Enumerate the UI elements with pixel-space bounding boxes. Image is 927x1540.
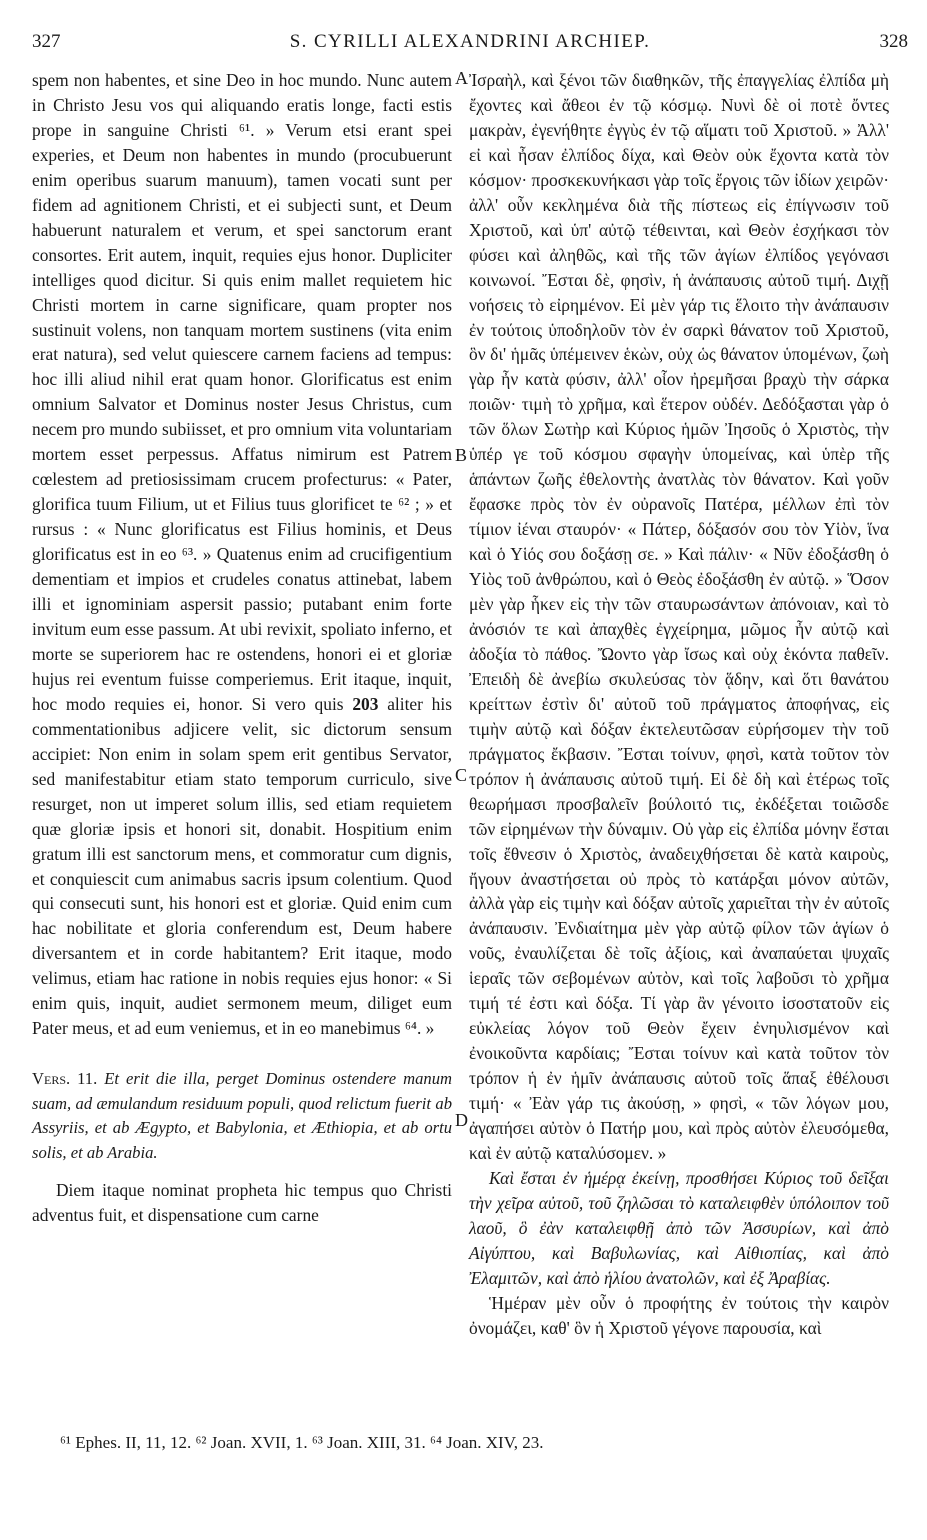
running-title: S. CYRILLI ALEXANDRINI ARCHIEP. bbox=[289, 31, 651, 52]
verse-text-greek: Καὶ ἔσται ἐν ἡμέρᾳ ἐκείνῃ, προσθήσει Κύριος τοῦ δεῖξαι τὴν χεῖρα αὐτοῦ, τοῦ ζηλῶσαι τὸ καταλειφθὲν ὑπόλοιπον τοῦ λαοῦ, ὃ ἐὰν καταλειφθῇ ἀπὸ τῶν Ἀσσυρίων, καὶ ἀπὸ Αἰγύπτου, καὶ Βαβυλωνίας, καὶ Αἰθιοπίας, καὶ ἀπὸ Ἐλαμιτῶν, καὶ ἀπὸ ἡλίου ἀνατολῶν, καὶ ἐξ Ἀραβίας. bbox=[469, 1167, 889, 1288]
footnotes: ⁶¹ Ephes. II, 11, 12. ⁶² Joan. XVII, 1. ⁶³ Joan. XIII, 31. ⁶⁴ Joan. XIV, 23. bbox=[60, 1433, 544, 1452]
verse-number: Vers. 11. bbox=[32, 1069, 98, 1089]
latin-after-verse: Diem itaque nominat propheta hic tempus quo Christi adventus fuit, et dispensatione cum carne bbox=[32, 1179, 452, 1225]
verse-text-latin: Et erit die illa, perget Dominus ostendere manum suam, ad æmulandum residuum populi, quod relictum fuerit ab Assyriis, et ab Ægypto, et Babylonia, et Æthiopia, et ab ortu solis, et ab Arabia. bbox=[32, 1069, 452, 1162]
running-header bbox=[32, 31, 908, 57]
right-column bbox=[469, 68, 889, 1341]
page-number-right: 328 bbox=[879, 31, 908, 52]
section-letter-c: C bbox=[455, 765, 468, 785]
latin-text-cont: aliter his commentationibus adjicere velit, sic dictorum sensum accipiet: Non enim in solam spem erit gentibus Servator, sed manifestabitur etiam stato temporum curriculo, sive resurget, non ut imperet solum illis, sed etiam requietem quæ gloriæ ipsis et honori sit, donabit. Hospitium enim gratum illi est sanctorum mens, et commoratur cum dignis, et conquiescit cum animabus sacris ipsum colentium. Quod qui consecuti sunt, his honori est et gloriæ. Quid enim cum hac nobilitate et gloria conferendum est, Deum habere diversantem et in corde habitantem? Erit itaque, modo velimus, etiam hac ratione in nobis requies ejus honor: « Si enim quis, inquit, audiet sermonem meum, diliget eum Pater meus, et ad eum veniemus, et in eo manebimus ⁶⁴. » bbox=[32, 693, 452, 1039]
latin-text: spem non habentes, et sine Deo in hoc mundo. Nunc autem in Christo Jesu vos qui aliquando eratis longe, facti estis prope in sanguine Christi ⁶¹. » Verum etsi erant spei experies, et Deum non habentes in mundo (procubuerunt enim operibus suarum manuum), tamen vocati sunt per fidem ad agnitionem Christi, et ei subjecti sunt, et Deum habuerunt naturalem et verum, et spei sanctorum erant consortes. Erit autem, inquit, requies ejus honor. Dupliciter intelliges quod dicitur. Si quis enim mallet requietem hic Christi mortem in carne significare, quam propter nos sustinuit volens, non tanquam mortem sustinens (vita enim erat natura), sed velut quiescere carnem faciens ad tempus: hoc illi aliud nihil erat quam honor. Glorificatus est enim omnium Salvator et Dominus noster Jesus Christus, cum necem pro mundo subiisset, et pro omnium vita voluntariam mortem esset perpessus. Affatus nimirum est Patrem cœlestem ad pretiosissimam crucem profecturus: « Pater, glorifica tuum Filium, ut et Filius tuus glorificet te ⁶² ; » et rursus : « Nunc glorificatus est Filius hominis, et Deus glorificatus est in eo ⁶³. » Quatenus enim ad crucifigentium dementiam et impios et crudeles conatus attinebat, labem illi et ignominiam aspersit passio; putabant enim forte invitum eum esse passum. At ubi revixit, spoliato inferno, et morte se superiorem hac re ostendens, honori ei et gloriæ hujus rei eventum fuisse comperiemus. Erit itaque, inquit, hoc modo requies ei, honor. Si vero quis bbox=[32, 70, 452, 714]
greek-after-verse: Ἡμέραν μὲν οὖν ὁ προφήτης ἐν τούτοις τὴν καιρὸν ὀνομάζει, καθ' ὃν ἡ Χριστοῦ γέγονε παρουσία, καὶ bbox=[469, 1292, 889, 1338]
section-letter-b: B bbox=[455, 445, 468, 465]
verse-heading bbox=[32, 1067, 452, 1165]
section-letter-a: A bbox=[455, 68, 468, 88]
section-letter-d: D bbox=[455, 1110, 468, 1130]
left-column bbox=[32, 68, 452, 1227]
greek-body: Ἰσραὴλ, καὶ ξένοι τῶν διαθηκῶν, τῆς ἐπαγγελίας ἐλπίδα μὴ ἔχοντες καὶ ἄθεοι ἐν τῷ κόσμῳ. Νυνὶ δὲ οἱ ποτὲ ὄντες μακρὰν, ἐγενήθητε ἐγγὺς ἐν τῷ αἵματι τοῦ Χριστοῦ. » Ἀλλ' εἰ καὶ ἦσαν ἐλπίδος δίχα, καὶ Θεὸν οὐκ ἔχοντα κατὰ τὸν κόσμον· προσκεκυνήκασι γὰρ τοῖς ἔργοις τῶν ἰδίων χειρῶν· ἀλλ' οὖν κεκλημένα διὰ τῆς πίστεως εἰς ἐπίγνωσιν τοῦ Χριστοῦ, καὶ ὑπ' αὐτῷ τέθεινται, καὶ Θεὸν ἐσχήκασι τὸν φύσει καὶ ἀληθῶς, καὶ τῆς τῶν ἁγίων ἐλπίδος γεγόνασι κοινωνοί. Ἔσται δὲ, φησὶν, ἡ ἀνάπαυσις αὐτοῦ τιμή. Διχῇ νοήσεις τὸ εἰρημένον. Εἰ μὲν γάρ τις ἕλοιτο τὴν ἀνάπαυσιν ἐν τούτοις ὑποδηλοῦν τὸν ἐν σαρκὶ θάνατον τοῦ Χριστοῦ, ὃν δι' ἡμᾶς ὑπέμεινεν ἑκὼν, οὐχ ὡς θάνατον ὑπομένων, ζωὴ γὰρ ἦν κατὰ φύσιν, ἀλλ' οἷον ἠρεμῆσαι βραχὺ τὴν σάρκα ποιῶν· τιμὴ τὸ χρῆμα, καὶ ἕτερον οὐδέν. Δεδόξασται γὰρ ὁ τῶν ὅλων Σωτὴρ καὶ Κύριος ἡμῶν Ἰησοῦς ὁ Χριστὸς, τὴν ὑπέρ γε τοῦ κόσμου σφαγὴν ὑπομείνας, καὶ ὑπὲρ τῆς ἁπάντων ζωῆς ἐθελοντὴς ἀνατλὰς τὸν θάνατον. Καὶ γοῦν ἔφασκε πρὸς τὸν ἐν οὐρανοῖς Πατέρα, μέλλων ἐπὶ τὸν τίμιον ἰέναι σταυρόν· « Πάτερ, δόξασόν σου τὸν Υἱὸν, ἵνα καὶ ὁ Υἱός σου δοξάσῃ σε. » Καὶ πάλιν· « Νῦν ἐδοξάσθη ὁ Υἱὸς τοῦ ἀνθρώπου, καὶ ὁ Θεὸς ἐδοξάσθη ἐν αὐτῷ. » Ὅσον μὲν γὰρ ἧκεν εἰς τὴν τῶν σταυρωσάντων ἀπόνοιαν, καὶ τὸ ἀνόσιόν τε καὶ ἀπαχθὲς ἐγχείρημα, μῶμος ἦν αὐτῷ καὶ ἀδοξία τὸ πάθος. Ὤοντο γὰρ ἴσως καὶ οὐχ ἑκόντα παθεῖν. Ἐπειδὴ δὲ ἀνεβίω σκυλεύσας τὸν ᾅδην, καὶ ὅτι θανάτου κρείττων ἐστὶν δι' αὐτοῦ τοῦ πράγματος ἀποφήνας, εἰς τιμὴν αὐτῷ καὶ δόξαν ἐκτελευτῶσαν εὑρήσομεν τὴν τοῦ πράγματος ἔκβασιν. Ἔσται τοίνυν, φησὶ, κατὰ τοῦτον τὸν τρόπον ἡ ἀνάπαυσις αὐτοῦ τιμή. Εἰ δὲ δὴ καὶ ἑτέρως τοῖς θεωρήμασι προσβαλεῖν βούλοιτό τις, ἐκδέξεται τοιῶσδε τῶν εἰρημένων τὴν δύναμιν. Οὐ γὰρ εἰς ἐλπίδα μόνην ἔσται τοῖς ἔθνεσιν ὁ Χριστὸς, ἀναδειχθήσεται δὲ κατὰ καιροὺς, ἤγουν ἀναστήσεται οὐ πρὸς τὸ κατάρξαι μόνον αὐτῶν, ἀλλὰ γὰρ εἰς τιμὴν καὶ δόξαν αὐτοῖς χαριεῖται τὴν ἐν αὐτοῖς ἀνάπαυσιν. Ἐνδιαίτημα μὲν γὰρ αὐτῷ φίλον τῶν ἁγίων ὁ νοῦς, ἐναυλίζεται δὲ τοῖς ἀξίοις, καὶ ἀναπαύεται ψυχαῖς ἱεραῖς τῶν σεβομένων αὐτὸν, καὶ τοῖς λαβοῦσι τὸ χρῆμα τιμή τέ ἐστι καὶ δόξα. Τί γὰρ ἂν γένοιτο ἰσοστατοῦν εἰς εὐκλείας λόγον τοῦ Θεὸν ἔχειν ἐνηυλισμένον καὶ ἐνοικοῦντα καρδίαις; Ἔσται τοίνυν καὶ κατὰ τοῦτον τὸν τρόπον ἡ ἐν ἡμῖν ἀνάπαυσις αὐτοῦ τοῖς ἅπαξ ἐθέλουσι τιμή· « Ἐὰν γάρ τις ἀκούσῃ, » φησὶ, « τῶν λόγων μου, ἀγαπήσει αὐτὸν ὁ Πατήρ μου, καὶ πρὸς αὐτὸν ἐλευσόμεθα, καὶ ἐν αὐτῷ καταλύσομεν. » bbox=[469, 70, 889, 1163]
page-number-left: 327 bbox=[32, 31, 61, 52]
column-marker: 203 bbox=[352, 693, 379, 714]
latin-body bbox=[32, 68, 452, 1041]
